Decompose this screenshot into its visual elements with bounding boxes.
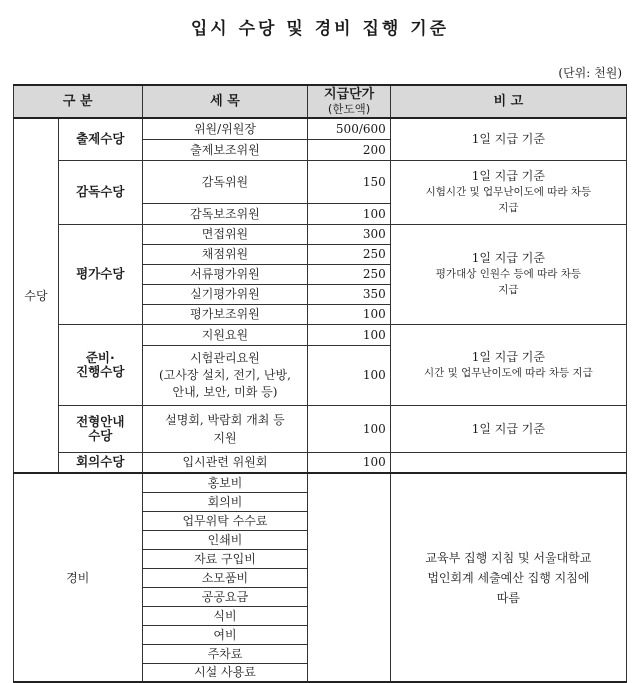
- header-item: 세 목: [142, 85, 308, 118]
- amount-cell: 100: [308, 324, 390, 345]
- expense-item: 홍보비: [142, 473, 308, 492]
- guidance-label-line: 전형안내: [76, 413, 125, 429]
- expense-item: 여비: [142, 625, 308, 644]
- expenses-section: [14, 473, 627, 682]
- exam-setting-label: 출제수당: [59, 118, 142, 160]
- expenses-amount: [308, 473, 390, 682]
- expense-item: 소모품비: [142, 568, 308, 587]
- note-line: 지급: [498, 284, 519, 296]
- meeting-note: [390, 452, 626, 473]
- table-row: [14, 405, 627, 452]
- table-row: [14, 473, 627, 492]
- amount-cell: 300: [308, 224, 390, 244]
- header-note: 비 고: [390, 85, 626, 118]
- table-row: [14, 160, 627, 203]
- note-line: 1일 지급 기준: [471, 349, 545, 364]
- note-line: 시간 및 업무난이도에 따라 차등 지급: [423, 366, 593, 379]
- guidance-label: [59, 405, 142, 452]
- expense-item: 인쇄비: [142, 530, 308, 549]
- table-row: [14, 118, 627, 139]
- amount-cell: 100: [308, 203, 390, 224]
- amount-cell: 100: [308, 405, 390, 452]
- exam-setting-note: 1일 지급 기준: [390, 118, 626, 160]
- guidance-label-line: 수당: [88, 427, 113, 443]
- note-line: 교육부 집행 지침 및 서울대학교: [425, 550, 592, 565]
- amount-cell: 150: [308, 160, 390, 203]
- item-cell: 면접위원: [142, 224, 308, 244]
- item-cell: [142, 345, 308, 405]
- supervision-note: [390, 160, 626, 224]
- header-amount-line1: 지급단가: [323, 86, 375, 102]
- expense-item: 공공요금: [142, 587, 308, 606]
- page-title: 입시 수당 및 경비 집행 기준: [190, 19, 450, 39]
- preparation-label-line: 준비·: [85, 349, 115, 365]
- item-cell: 감독보조위원: [142, 203, 308, 224]
- header-amount: [308, 85, 390, 118]
- note-line: 지급: [498, 202, 519, 214]
- note-line: 따름: [496, 590, 520, 605]
- item-line: 안내, 보안, 미화 등): [172, 384, 278, 399]
- preparation-label-line: 진행수당: [76, 363, 125, 379]
- evaluation-label: 평가수당: [59, 224, 142, 324]
- note-line: 1일 지급 기준: [471, 169, 545, 183]
- table-row: [14, 324, 627, 345]
- item-line: (고사장 설치, 전기, 난방,: [159, 367, 291, 382]
- item-line: 시험관리요원: [190, 350, 260, 365]
- amount-cell: 100: [308, 452, 390, 473]
- allowance-table: [13, 84, 627, 683]
- preparation-note: [390, 324, 626, 405]
- unit-label: (단위: 천원): [558, 66, 622, 80]
- item-line: 설명회, 박람회 개최 등: [165, 412, 285, 427]
- note-line: 시험시간 및 업무난이도에 따라 차등: [425, 186, 592, 198]
- item-cell: 평가보조위원: [142, 304, 308, 324]
- amount-cell: 100: [308, 304, 390, 324]
- expense-item: 식비: [142, 606, 308, 625]
- expense-item: 자료 구입비: [142, 549, 308, 568]
- note-line: 법인회계 세출예산 집행 지침에: [427, 570, 590, 585]
- note-line: 1일 지급 기준: [471, 251, 545, 265]
- header-amount-line2: (한도액): [327, 101, 371, 116]
- item-cell: 감독위원: [142, 160, 308, 203]
- amount-cell: 350: [308, 284, 390, 304]
- preparation-label: [59, 324, 142, 405]
- amount-cell: 500/600: [308, 118, 390, 139]
- amount-cell: 250: [308, 264, 390, 284]
- expenses-note: [390, 473, 626, 682]
- header-category: 구 분: [14, 85, 143, 118]
- item-cell: 서류평가위원: [142, 264, 308, 284]
- item-line: 지원: [213, 430, 237, 445]
- note-line: 평가대상 인원수 등에 따라 차등: [435, 268, 581, 280]
- expense-item: 회의비: [142, 492, 308, 511]
- expense-item: 업무위탁 수수료: [142, 511, 308, 530]
- item-cell: 위원/위원장: [142, 118, 308, 139]
- item-cell: 지원요원: [142, 324, 308, 345]
- item-cell: [142, 405, 308, 452]
- meeting-label: 회의수당: [59, 452, 142, 473]
- allowance-category: 수당: [14, 118, 59, 473]
- supervision-label: 감독수당: [59, 160, 142, 224]
- item-cell: 채점위원: [142, 244, 308, 264]
- evaluation-note: [390, 224, 626, 324]
- expense-item: 주차료: [142, 644, 308, 663]
- item-cell: 입시관련 위원회: [142, 452, 308, 473]
- amount-cell: 200: [308, 139, 390, 160]
- item-cell: 출제보조위원: [142, 139, 308, 160]
- amount-cell: 250: [308, 244, 390, 264]
- table-row: [14, 224, 627, 244]
- expenses-category: 경비: [14, 473, 143, 682]
- table-row: [14, 452, 627, 473]
- expense-item: 시설 사용료: [142, 663, 308, 682]
- amount-cell: 100: [308, 345, 390, 405]
- item-cell: 실기평가위원: [142, 284, 308, 304]
- guidance-note: 1일 지급 기준: [390, 405, 626, 452]
